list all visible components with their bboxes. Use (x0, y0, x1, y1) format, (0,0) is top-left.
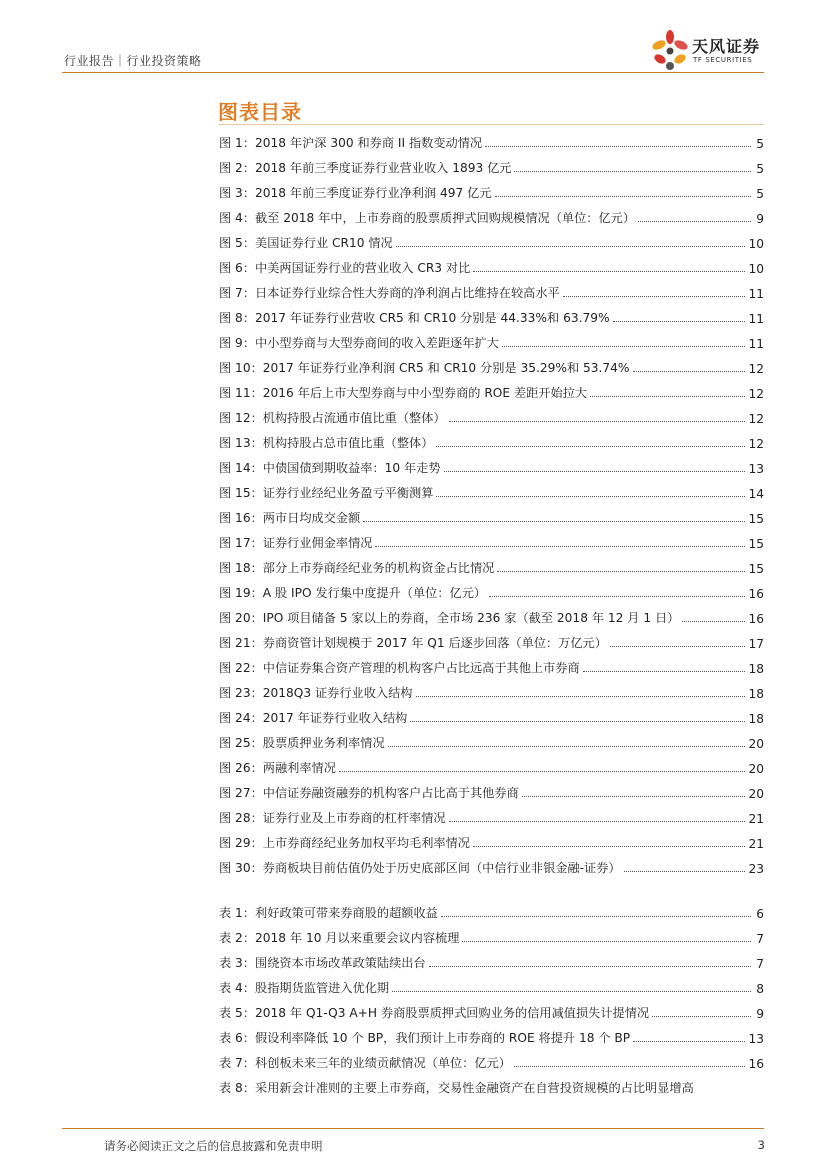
toc-dot-leader (613, 321, 746, 322)
toc-entry-label: 图 3：2018 年前三季度证券行业净利润 497 亿元 (219, 186, 492, 200)
toc-entry-page: 23 (748, 862, 764, 876)
figure-toc-entry[interactable] (219, 476, 764, 501)
toc-dot-leader (633, 1041, 745, 1042)
toc-entry-label: 图 5：美国证券行业 CR10 情况 (219, 236, 393, 250)
toc-entry-label: 图 2：2018 年前三季度证券行业营业收入 1893 亿元 (219, 161, 512, 175)
toc-entry-page: 20 (748, 762, 764, 776)
figure-toc-entry[interactable] (219, 551, 764, 576)
figure-toc-entry[interactable] (219, 801, 764, 826)
toc-dot-leader (396, 246, 746, 247)
toc-entry-label: 图 14：中债国债到期收益率：10 年走势 (219, 461, 441, 475)
toc-entry-page: 10 (748, 237, 764, 251)
figure-toc-entry[interactable] (219, 626, 764, 651)
toc-dot-leader (416, 696, 746, 697)
toc-entry-label: 图 19：A 股 IPO 发行集中度提升（单位：亿元） (219, 586, 487, 600)
toc-dot-leader (590, 396, 745, 397)
toc-entry-label: 图 24：2017 年证券行业收入结构 (219, 711, 408, 725)
toc-dot-leader (473, 271, 745, 272)
figure-toc-entry[interactable] (219, 301, 764, 326)
figure-toc-entry[interactable] (219, 201, 764, 226)
toc-entry-label: 图 25：股票质押业务利率情况 (219, 736, 385, 750)
toc-entry-page: 20 (748, 737, 764, 751)
figure-toc-entry[interactable] (219, 576, 764, 601)
toc-entry-label: 图 30：券商板块目前估值仍处于历史底部区间（中信行业非银金融-证券） (219, 861, 621, 875)
toc-entry-label: 图 23：2018Q3 证券行业收入结构 (219, 686, 413, 700)
toc-entry-page: 11 (748, 287, 764, 301)
toc-title: 图表目录 (218, 100, 302, 124)
table-toc-entry[interactable] (219, 946, 764, 971)
table-toc-entry[interactable] (219, 1046, 764, 1071)
figure-toc-entry[interactable] (219, 451, 764, 476)
toc-dot-leader (610, 646, 746, 647)
toc-entry-label: 表 4：股指期货监管进入优化期 (219, 981, 390, 995)
figure-toc-entry[interactable] (219, 776, 764, 801)
logo-chinese-name: 天风证券 (692, 37, 761, 56)
table-toc-entry[interactable] (219, 996, 764, 1021)
logo-english-name: TF SECURITIES (693, 56, 753, 64)
company-logo (650, 28, 770, 72)
toc-entry-label: 图 17：证券行业佣金率情况 (219, 536, 373, 550)
toc-entry-label: 表 8：采用新会计准则的主要上市券商，交易性金融资产在自营投资规模的占比明显增高 (219, 1081, 694, 1095)
table-toc-entry[interactable] (219, 1021, 764, 1046)
toc-entry-page: 9 (756, 1007, 764, 1021)
toc-entry-page: 18 (748, 687, 764, 701)
toc-entry-label: 图 11：2016 年后上市大型券商与中小型券商的 ROE 差距开始拉大 (219, 386, 588, 400)
toc-entry-page: 21 (748, 837, 764, 851)
toc-entry-page: 14 (748, 487, 764, 501)
toc-entry-label: 图 29：上市券商经纪业务加权平均毛利率情况 (219, 836, 470, 850)
toc-dot-leader (583, 671, 746, 672)
toc-entry-page: 16 (748, 1057, 764, 1071)
page-number: 3 (757, 1138, 765, 1152)
figure-toc-entry[interactable] (219, 376, 764, 401)
toc-entry-page: 16 (748, 612, 764, 626)
toc-dot-leader (638, 221, 751, 222)
toc-entry-page: 10 (748, 262, 764, 276)
toc-entry-page: 15 (748, 562, 764, 576)
toc-dot-leader (449, 821, 746, 822)
toc-entry-label: 图 4：截至 2018 年中，上市券商的股票质押式回购规模情况（单位：亿元） (219, 211, 636, 225)
toc-dot-leader (563, 296, 746, 297)
table-list (219, 896, 764, 1096)
figure-toc-entry[interactable] (219, 726, 764, 751)
figure-toc-entry[interactable] (219, 251, 764, 276)
figure-toc-entry[interactable] (219, 351, 764, 376)
footer-divider (62, 1128, 764, 1129)
figure-toc-entry[interactable] (219, 401, 764, 426)
toc-entry-page: 9 (756, 212, 764, 226)
toc-entry-page: 18 (748, 712, 764, 726)
toc-dot-leader (497, 571, 745, 572)
figure-toc-entry[interactable] (219, 426, 764, 451)
toc-entry-label: 图 22：中信证券集合资产管理的机构客户占比远高于其他上市券商 (219, 661, 580, 675)
toc-dot-leader (485, 146, 751, 147)
toc-dot-leader (522, 796, 746, 797)
table-toc-entry[interactable] (219, 896, 764, 921)
figure-toc-entry[interactable] (219, 126, 764, 151)
figure-toc-entry[interactable] (219, 176, 764, 201)
toc-dot-leader (388, 746, 746, 747)
toc-entry-label: 图 13：机构持股占总市值比重（整体） (219, 436, 434, 450)
toc-dot-leader (502, 346, 746, 347)
figure-toc-entry[interactable] (219, 276, 764, 301)
toc-dot-leader (410, 721, 745, 722)
toc-dot-leader (436, 446, 745, 447)
table-toc-entry[interactable] (219, 971, 764, 996)
toc-entry-page: 18 (748, 662, 764, 676)
toc-dot-leader (429, 966, 751, 967)
figure-toc-entry[interactable] (219, 151, 764, 176)
toc-entry-label: 图 15：证券行业经纪业务盈亏平衡测算 (219, 486, 434, 500)
toc-dot-leader (462, 941, 751, 942)
toc-dot-leader (339, 771, 746, 772)
toc-entry-label: 图 27：中信证券融资融券的机构客户占比高于其他券商 (219, 786, 519, 800)
toc-dot-leader (449, 421, 746, 422)
header-divider (62, 72, 764, 73)
toc-entry-page: 5 (756, 137, 764, 151)
toc-dot-leader (436, 496, 745, 497)
toc-entry-page: 12 (748, 412, 764, 426)
toc-entry-label: 图 18：部分上市券商经纪业务的机构资金占比情况 (219, 561, 495, 575)
figure-toc-entry[interactable] (219, 851, 764, 876)
toc-entry-page: 15 (748, 537, 764, 551)
toc-entry-page: 8 (756, 982, 764, 996)
toc-entry-page: 13 (748, 462, 764, 476)
table-toc-entry[interactable] (219, 921, 764, 946)
footer-disclaimer: 请务必阅读正文之后的信息披露和免责申明 (104, 1139, 323, 1153)
toc-entry-label: 表 2：2018 年 10 月以来重要会议内容梳理 (219, 931, 460, 945)
toc-entry-page: 7 (756, 957, 764, 971)
toc-entry-page: 15 (748, 512, 764, 526)
toc-dot-leader (682, 621, 745, 622)
toc-entry-label: 图 8：2017 年证券行业营收 CR5 和 CR10 分别是 44.33%和 63.79% (219, 311, 610, 325)
figure-toc-entry[interactable] (219, 676, 764, 701)
toc-entry-page: 12 (748, 362, 764, 376)
toc-entry-label: 图 20：IPO 项目储备 5 家以上的券商，全市场 236 家（截至 2018 年 12 月 1 日） (219, 611, 680, 625)
toc-entry-label: 表 5：2018 年 Q1-Q3 A+H 券商股票质押式回购业务的信用减值损失计提情况 (219, 1006, 650, 1020)
toc-entry-page: 11 (748, 312, 764, 326)
toc-entry-page: 11 (748, 337, 764, 351)
toc-entry-label: 图 1：2018 年沪深 300 和券商 II 指数变动情况 (219, 136, 483, 150)
toc-entry-label: 图 7：日本证券行业综合性大券商的净利润占比维持在较高水平 (219, 286, 560, 300)
figure-toc-entry[interactable] (219, 651, 764, 676)
toc-dot-leader (441, 916, 751, 917)
toc-dot-leader (633, 371, 746, 372)
figure-list (219, 126, 764, 876)
toc-dot-leader (495, 196, 751, 197)
toc-entry-page: 16 (748, 587, 764, 601)
toc-dot-leader (652, 1016, 751, 1017)
toc-dot-leader (624, 871, 746, 872)
toc-dot-leader (473, 846, 746, 847)
toc-title-divider (218, 124, 764, 125)
toc-entry-page: 7 (756, 932, 764, 946)
figure-toc-entry[interactable] (219, 601, 764, 626)
figure-toc-entry[interactable] (219, 501, 764, 526)
toc-entry-label: 表 7：科创板未来三年的业绩贡献情况（单位：亿元） (219, 1056, 511, 1070)
figure-toc-entry[interactable] (219, 226, 764, 251)
figure-toc-entry[interactable] (219, 751, 764, 776)
toc-entry-label: 表 3：围绕资本市场改革政策陆续出台 (219, 956, 426, 970)
logo-petals-icon (650, 28, 690, 72)
toc-dot-leader (514, 1066, 746, 1067)
toc-entry-page: 5 (756, 162, 764, 176)
toc-entry-page: 20 (748, 787, 764, 801)
toc-entry-page: 12 (748, 437, 764, 451)
toc-entry-label: 表 6：假设利率降低 10 个 BP，我们预计上市券商的 ROE 将提升 18 个 BP (219, 1031, 631, 1045)
toc-entry-label: 图 10：2017 年证券行业净利润 CR5 和 CR10 分别是 35.29%和 53.74% (219, 361, 630, 375)
toc-dot-leader (514, 171, 751, 172)
toc-entry-label: 图 6：中美两国证券行业的营业收入 CR3 对比 (219, 261, 471, 275)
toc-entry-label: 表 1：利好政策可带来券商股的超额收益 (219, 906, 438, 920)
figure-toc-entry[interactable] (219, 826, 764, 851)
table-toc-entry[interactable] (219, 1071, 764, 1096)
toc-dot-leader (363, 521, 745, 522)
toc-entry-label: 图 28：证券行业及上市券商的杠杆率情况 (219, 811, 446, 825)
toc-dot-leader (392, 991, 751, 992)
toc-entry-page: 17 (748, 637, 764, 651)
toc-entry-page: 21 (748, 812, 764, 826)
figure-toc-entry[interactable] (219, 326, 764, 351)
toc-entry-page: 13 (748, 1032, 764, 1046)
toc-entry-label: 图 26：两融利率情况 (219, 761, 336, 775)
toc-dot-leader (375, 546, 745, 547)
toc-dot-leader (489, 596, 745, 597)
report-category: 行业报告｜行业投资策略 (64, 54, 202, 68)
toc-entry-label: 图 9：中小型券商与大型券商间的收入差距逐年扩大 (219, 336, 499, 350)
toc-entry-page: 6 (756, 907, 764, 921)
toc-entry-label: 图 21：券商资管计划规模于 2017 年 Q1 后逐步回落（单位：万亿元） (219, 636, 607, 650)
toc-entry-label: 图 16：两市日均成交金额 (219, 511, 361, 525)
toc-entry-page: 12 (748, 387, 764, 401)
toc-entry-page: 5 (756, 187, 764, 201)
toc-dot-leader (444, 471, 746, 472)
figure-toc-entry[interactable] (219, 701, 764, 726)
toc-entry-label: 图 12：机构持股占流通市值比重（整体） (219, 411, 446, 425)
figure-toc-entry[interactable] (219, 526, 764, 551)
